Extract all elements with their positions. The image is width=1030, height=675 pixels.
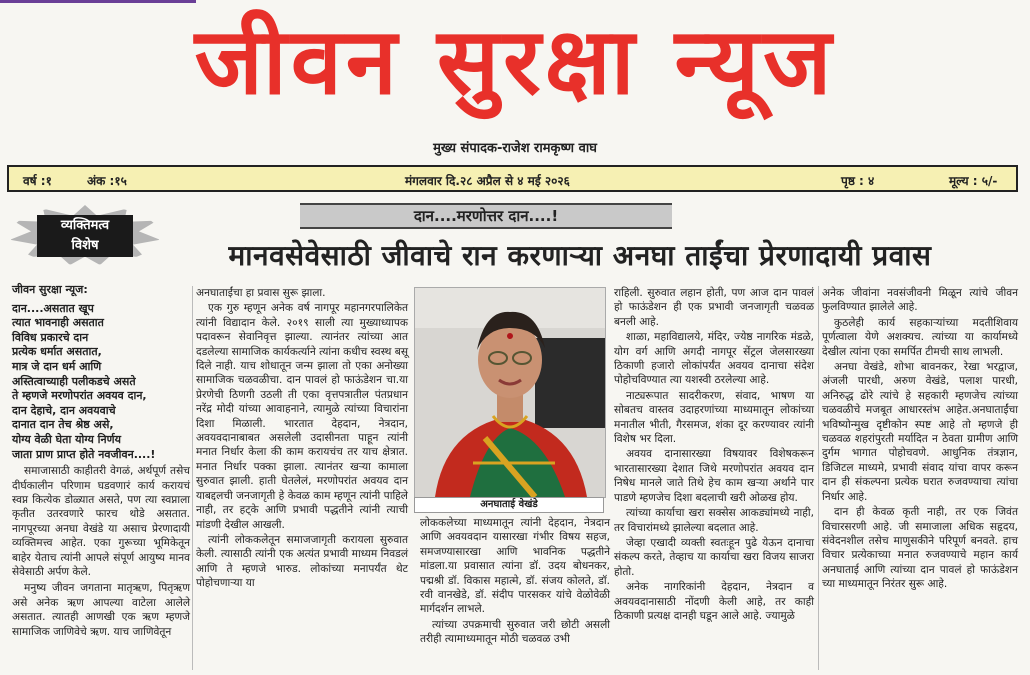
poem-line: जाता प्राण प्राप्त होते नवजीवन....! [12, 447, 156, 461]
paragraph: नाट्यरूपात सादरीकरण, संवाद, भाषण या सोबतच वास्तव उदाहरणांच्या माध्यमातून लोकांच्या मनातील भीती, गैरसमज, शंका दूर करण्यावर त्यांनी विशेष भर दिला. [614, 389, 814, 446]
paragraph: त्यांनी लोककलेतून समाजजागृती करायला सुरुवात केली. त्यासाठी त्यांनी एक अत्यंत प्रभावी माध्यम निवडलं आणि ते म्हणजे भारुड. लोकांच्या मनापर्यंत थेट पोहोचणाऱ्या या [196, 533, 408, 590]
price: मूल्य : ५/- [949, 174, 998, 188]
article-kicker: दान....मरणोत्तर दान....! [300, 203, 672, 229]
issue-info-bar [7, 165, 1018, 192]
poem [12, 302, 190, 463]
paragraph: समाजासाठी काहीतरी वेगळं, अर्थपूर्ण तसेच दीर्घकालीन परिणाम घडवणारं कार्य करायचं स्वप्न कित्येक डोळ्यात असते, पण त्या स्वप्नाला कृतीत उतरवणारे फारच थोडे असतात. नागपूरच्या अनघा वेखंडे या असाच प्रेरणादायी व्यक्तिमत्त्व आहेत. एका गुरूच्या भूमिकेतून बाहेर येताच त्यांनी आपले संपूर्ण आयुष्य मानव सेवेसाठी अर्पण केले. [12, 465, 190, 578]
article-column-4 [822, 286, 1018, 593]
badge-line-1: व्यक्तिमत्व [60, 218, 110, 233]
paragraph: अनेक नागरिकांनी देहदान, नेत्रदान व अवयवदानासाठी नोंदणी केली आहे, तर काही ठिकाणी प्रत्यक्ष दानही घडून आले आहे. ज्यामुळे [614, 581, 814, 622]
column-divider [818, 286, 819, 670]
paragraph: एक गुरु म्हणून अनेक वर्ष नागपूर महानगरपालिकेत त्यांनी विद्यादान केले. २०१९ साली त्या मुख्याध्यापक पदावरून सेवानिवृत्त झाल्या. त्यानंतर त्यांच्या आत दडलेल्या सामाजिक कार्यकर्त्याने त्यांना कधीच स्वस्थ बसू दिले नाही. याच शोधातून जन्म झाला तो एका अनोख्या सामाजिक चळवळीचा. दान पावलं हो फाऊंडेशन चा.या प्रेरणेची ठिणगी उठली ती एका वृत्तपत्रातील पंतप्रधान नरेंद्र मोदी यांच्या आवाहनाने, त्यामुळे त्यांच्या विचारांना दिशा मिळाली. भारतात देहदान, नेत्रदान, अवयवदानाबाबत असलेली उदासीनता पाहून त्यांनी मनात निर्धार केला की काम करायचंच तर याच क्षेत्रात. मनात निर्धार पक्का झाला. त्यानंतर खऱ्या कामाला सुरुवात झाली. हाती घेतलेलं, मरणोपरांत अवयव दान याबद्दलची जनजागृती हे केवळ काम म्हणून त्यांनी पाहिले नाही, तर हट्के आणि प्रभावी पद्धतीने त्यांनी त्याची मांडणी देखील आखली. [196, 302, 408, 531]
personality-special-badge [37, 215, 133, 257]
paragraph: अनेक जीवांना नवसंजीवनी मिळून त्यांचे जीवन फुलविण्यात झालेले आहे. [822, 287, 1018, 314]
chief-editor-line: मुख्य संपादक-राजेश रामकृष्ण वाघ [433, 141, 597, 156]
byline: जीवन सुरक्षा न्यूज: [12, 283, 88, 296]
paragraph: अवयव दानासारख्या विषयावर विशेषकरून भारतासारख्या देशात जिथे मरणोपरांत अवयव दान निषेध मानले जाते तिथे हेच काम खऱ्या अर्थाने पार पाडणे म्हणजेच दिशा बदलाची खरी ओळख होय. [614, 448, 814, 504]
poem-line: दानात दान तेच श्रेष्ठ असे, [12, 418, 114, 432]
paragraph: अनघा वेखंडे, शोभा बावनकर, रेखा भरद्वाज, अंजली पारधी, अरुण वेखंडे, पलाश पारधी, अनिरुद्ध ढोरे त्यांचे हे सहकारी म्हणजेच त्यांच्या चळवळीचे मजबूत आधारस्तंभ आहेत.अनघाताईंचा भविष्योन्मुख दृष्टीकोन स्पष्ट आहे तो म्हणजे ही चळवळ शहरांपुरती मर्यादित न ठेवता ग्रामीण आणि दुर्गम भागात पोहोचवणे. आधुनिक तंत्रज्ञान, डिजिटल माध्यमे, प्रभावी संवाद यांचा वापर करून दान ही संकल्पना प्रत्येक घरात रुजवण्याचा त्यांचा निर्धार आहे. [822, 361, 1018, 503]
badge-line-2: विशेष [71, 238, 99, 253]
portrait-illustration [415, 288, 605, 497]
poem-line: प्रत्येक धर्मात असतात, [12, 345, 102, 359]
article-column-3 [614, 286, 814, 624]
poem-line: योग्य वेळी घेता योग्य निर्णय [12, 432, 121, 446]
paragraph: जेव्हा एखादी व्यक्ती स्वतःहून पुढे येऊन दानाचा संकल्प करते, तेव्हाच या कार्याचा खरा विजय साजरा होतो. [614, 536, 814, 578]
portrait-photo [414, 287, 606, 498]
poem-line: दान....असतात खूप [12, 301, 94, 315]
paragraph: मनुष्य जीवन जगताना मातृऋण, पितृऋण असे अनेक ऋण आपल्या वाटेला आलेले असतात. त्यातही आणखी एक ऋण म्हणजे सामाजिक जाणिवेचे ऋण. याच जाणिवेतून [12, 582, 190, 638]
paragraph: दान ही केवळ कृती नाही, तर एक जिवंत विचारसरणी आहे. जी समाजाला अधिक सहृदय, संवेदनशील तसेच माणुसकीने परिपूर्ण बनवते. हाच विचार प्रत्येकाच्या मनात रुजवण्याचे महान कार्य अनघाताई आणि त्यांच्या दान पावलं हो फाऊंडेशन च्या माध्यमातून निरंतर सुरू आहे. [822, 506, 1018, 591]
poem-line: ते म्हणजे मरणोपरांत अवयव दान, [12, 389, 147, 403]
paragraph: अनघाताईंचा हा प्रवास सुरू झाला. [196, 287, 326, 299]
poem-line: मात्र जे दान धर्म आणि [12, 359, 102, 373]
left-sidebar-column [12, 283, 190, 641]
year-label: वर्ष :१ [23, 174, 52, 188]
masthead-title: जीवन सुरक्षा न्यूज [194, 8, 836, 115]
column-divider [192, 286, 193, 670]
paragraph: त्यांच्या उपक्रमाची सुरुवात जरी छोटी असली तरीही त्यामाध्यमातून मोठी चळवळ उभी [420, 618, 610, 646]
issue-number: अंक :१५ [87, 174, 127, 188]
issue-date: मंगलवार दि.२८ अप्रैल से ४ मई २०२६ [405, 174, 570, 188]
poem-line: दान देहाचे, दान अवयवाचे [12, 403, 116, 417]
page-number: पृष्ठ : ४ [841, 174, 875, 188]
poem-line: त्यात भावनाही असतात [12, 316, 104, 330]
article-column-2 [420, 516, 610, 648]
poem-line: विविध प्रकारचे दान [12, 330, 89, 344]
article-column-1 [196, 286, 408, 592]
paragraph: लोककलेच्या माध्यमातून त्यांनी देहदान, नेत्रदान आणि अवयवदान यासारखा गंभीर विषय सहज, समजण्यासारखा आणि भावनिक पद्धतीने मांडला.या प्रवासात त्यांना डॉ. उदय बोधनकर, पद्मश्री डॉ. विकास महात्मे, डॉ. संजय कोलते, डॉ. रवी वानखेडे, डॉ. संदीप पारसकर यांचे वेळोवेळी मार्गदर्शन लाभले. [420, 517, 610, 616]
sidebar-body-text [12, 464, 190, 639]
paragraph: त्यांच्या कार्याचा खरा सक्सेस आकड्यांमध्ये नाही, तर विचारांमध्ये झालेल्या बदलात आहे. [614, 507, 814, 534]
paragraph: कुठलेही कार्य सहकाऱ्यांच्या मदतीशिवाय पूर्णत्वाला येणे अशक्यच. त्यांच्या या कार्यामध्ये देखील त्यांना एका समर्पित टीमची साथ लाभली. [822, 316, 1018, 358]
article-headline: मानवसेवेसाठी जीवाचे रान करणाऱ्या अनघा ताईंचा प्रेरणादायी प्रवास [228, 239, 932, 272]
paragraph: शाळा, महाविद्यालये, मंदिर, ज्येष्ठ नागरिक मंडळे, योग वर्ग आणि अगदी नागपूर सेंट्रल जेलसारख्या ठिकाणी हजारो लोकांपर्यंत अवयव दानाचा संदेश पोहोचविण्यात त्या यशस्वी ठरलेल्या आहे. [614, 331, 814, 387]
poem-line: अस्तित्वाच्याही पलीकडचे असते [12, 374, 136, 388]
photo-caption: अनघाताई वेखंडे [414, 497, 604, 513]
paragraph: राहिली. सुरुवात लहान होती, पण आज दान पावलं हो फाऊंडेशन ही एक प्रभावी जनजागृती चळवळ बनली आहे. [614, 287, 814, 328]
